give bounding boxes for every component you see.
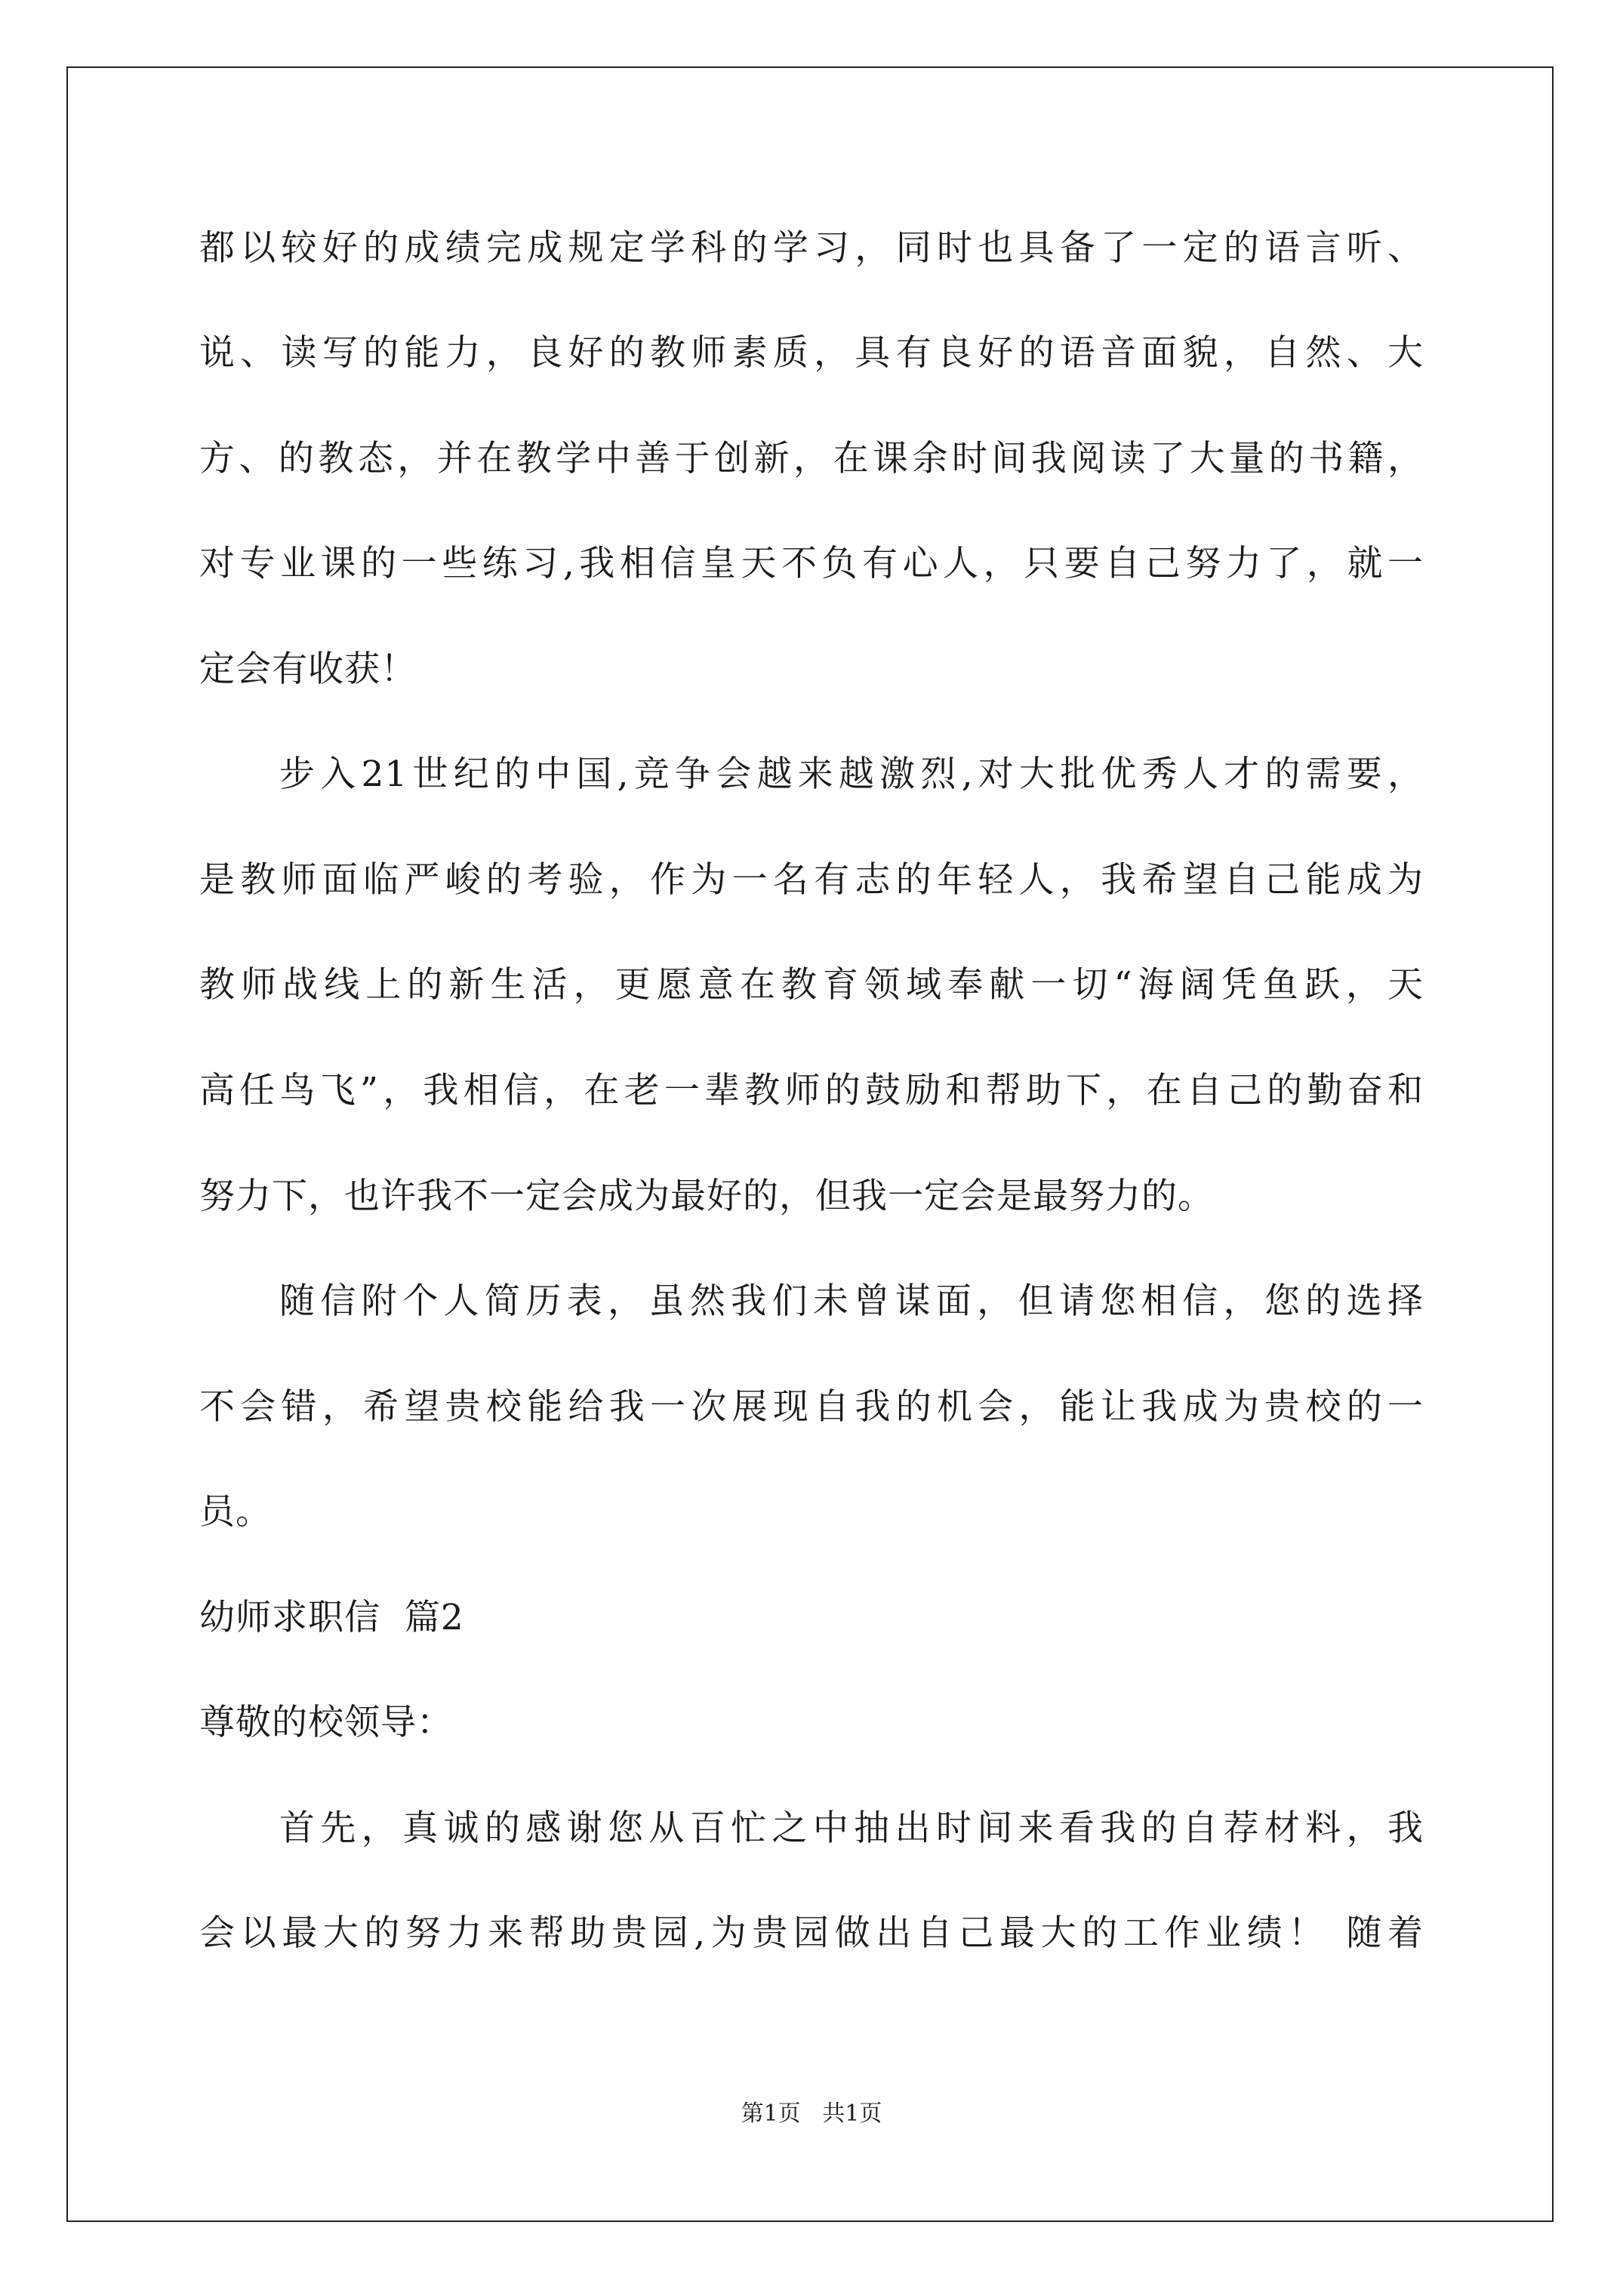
paragraph-line: 教师战线上的新生活，更愿意在教育领域奉献一切“海阔凭鱼跃，天 (199, 964, 1424, 1006)
paragraph-line: 方、的教态，并在教学中善于创新，在课余时间我阅读了大量的书籍， (199, 438, 1424, 479)
paragraph-line: 对专业课的一些练习,我相信皇天不负有心人，只要自己努力了，就一 (199, 543, 1424, 584)
salutation: 尊敬的校领导： (199, 1702, 453, 1743)
paragraph-line: 努力下，也许我不一定会成为最好的，但我一定会是最努力的。 (199, 1176, 1214, 1217)
paragraph-line: 会以最大的努力来帮助贵园,为贵园做出自己最大的工作业绩！ 随着 (199, 1912, 1424, 1954)
page-frame (66, 66, 1554, 2222)
paragraph-line: 是教师面临严峻的考验，作为一名有志的年轻人，我希望自己能成为 (199, 859, 1424, 901)
section-heading: 幼师求职信 篇2 (199, 1597, 464, 1638)
paragraph-line: 首先，真诚的感谢您从百忙之中抽出时间来看我的自荐材料，我 (279, 1808, 1424, 1849)
paragraph-line: 说、读写的能力，良好的教师素质，具有良好的语音面貌，自然、大 (199, 332, 1424, 374)
page-footer: 第1页 共1页 (741, 2100, 882, 2127)
paragraph-line: 定会有收获！ (199, 649, 417, 690)
paragraph-line: 步入21世纪的中国,竞争会越来越激烈,对大批优秀人才的需要， (279, 754, 1424, 795)
paragraph-line: 随信附个人简历表，虽然我们未曾谋面，但请您相信，您的选择 (279, 1281, 1424, 1322)
paragraph-line: 不会错，希望贵校能给我一次展现自我的机会，能让我成为贵校的一 (199, 1386, 1424, 1428)
paragraph-line: 都以较好的成绩完成规定学科的学习，同时也具备了一定的语言听、 (199, 227, 1424, 269)
paragraph-line: 高任鸟飞”，我相信，在老一辈教师的鼓励和帮助下，在自己的勤奋和 (199, 1070, 1424, 1111)
paragraph-line: 员。 (199, 1491, 272, 1533)
